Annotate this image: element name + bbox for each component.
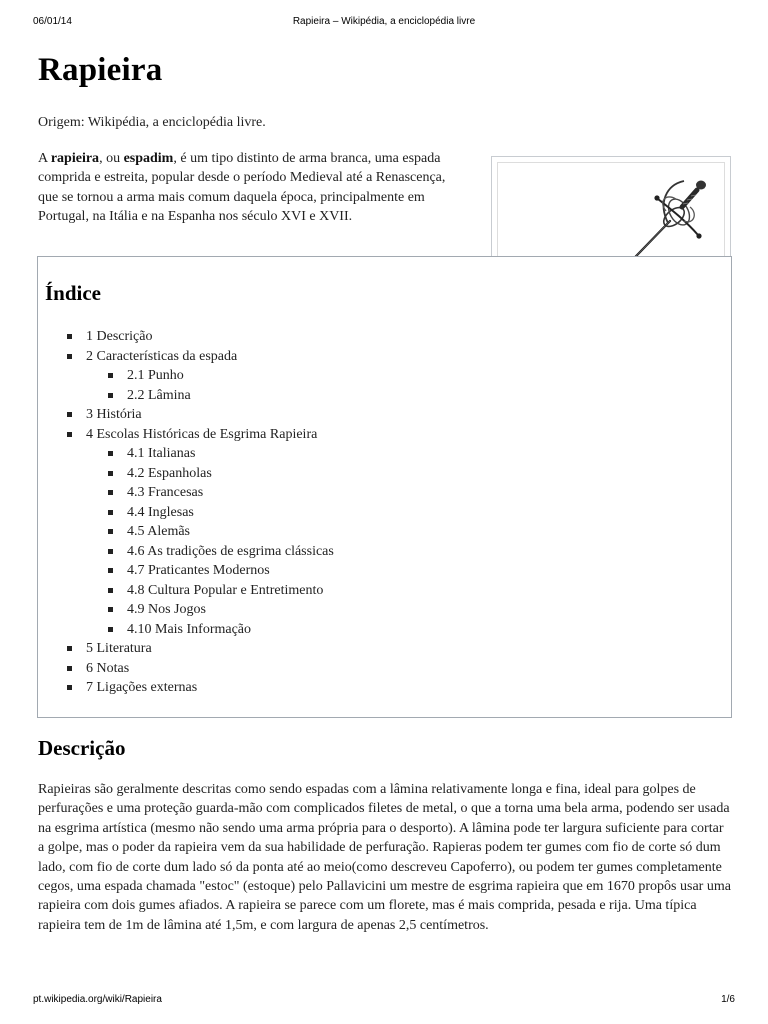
toc-item[interactable]: 4.9 Nos Jogos <box>38 600 334 620</box>
toc-title: Índice <box>45 281 102 305</box>
toc-list <box>38 327 334 698</box>
toc-item[interactable]: 4.1 Italianas <box>38 444 334 464</box>
table-of-contents <box>37 256 732 718</box>
print-header <box>0 16 768 30</box>
toc-item[interactable]: 5 Literatura <box>38 639 334 659</box>
toc-item[interactable]: 4.4 Inglesas <box>38 503 334 523</box>
origin-note: Origem: Wikipédia, a enciclopédia livre. <box>38 115 266 130</box>
toc-item[interactable]: 1 Descrição <box>38 327 334 347</box>
toc-item[interactable]: 4.6 As tradições de esgrima clássicas <box>38 542 334 562</box>
section-paragraph: Rapieiras são geralmente descritas como sendo espadas com a lâmina relativamente longa e fina, ideal para golpes de perfurações e uma proteção guarda-mão com complicados filetes de metal, o que a torna uma bela arma, podendo ser usada na esgrima artística (mesmo não sendo uma arma própria para o desporto). A lâmina pode ter largura suficiente para cortar a golpe, mas o poder da rapieira vem da sua habilidade de perfuração. Rapieras podem ter gumes com fio de corte só dum lado, com fio de corte dum lado só da ponta até ao meio(como descreveu Capoferro), ou podem ter gumes completamente cegos, uma espada chamada "estoc" (estoque) pelo Pallavicini um mestre de esgrima rapieira que em 1670 propôs usar uma rapieira com dois gumes afiados. A rapieira se parece com um florete, mas é mais comprida, pesada e rija. Uma típica rapieira tem de 1m de lâmina até 1,5m, e com largura de apenas 2,5 centímetros. <box>38 782 731 933</box>
section-heading-descricao: Descrição <box>38 736 126 760</box>
print-url: pt.wikipedia.org/wiki/Rapieira <box>33 994 162 1005</box>
toc-item[interactable]: 6 Notas <box>38 659 334 679</box>
toc-item[interactable]: 4.2 Espanholas <box>38 464 334 484</box>
intro-paragraph: A rapieira, ou espadim, é um tipo distinto de arma branca, uma espada comprida e estreita, popular desde o período Medieval até a Renascença, que se tornou a arma mais comum daquela época, principalmente em Portugal, na Itália e na Espanha nos século XVI e XVII. <box>38 151 446 224</box>
print-page-number: 1/6 <box>721 994 735 1005</box>
toc-item[interactable]: 7 Ligações externas <box>38 678 334 698</box>
toc-item[interactable]: 2 Características da espada <box>38 347 334 367</box>
bold-term-rapieira: rapieira <box>50 151 100 166</box>
toc-item[interactable]: 4 Escolas Históricas de Esgrima Rapieira <box>38 425 334 445</box>
toc-item[interactable]: 4.8 Cultura Popular e Entretimento <box>38 581 334 601</box>
bold-term-espadim: espadim <box>123 151 174 166</box>
print-title: Rapieira – Wikipédia, a enciclopédia livre <box>292 16 476 27</box>
toc-item[interactable]: 2.2 Lâmina <box>38 386 334 406</box>
toc-item[interactable]: 2.1 Punho <box>38 366 334 386</box>
toc-item[interactable]: 4.3 Francesas <box>38 483 334 503</box>
toc-item[interactable]: 4.10 Mais Informação <box>38 620 334 640</box>
toc-item[interactable]: 4.5 Alemãs <box>38 522 334 542</box>
toc-item[interactable]: 3 História <box>38 405 334 425</box>
print-date: 06/01/14 <box>33 16 72 27</box>
toc-item[interactable]: 4.7 Praticantes Modernos <box>38 561 334 581</box>
print-footer <box>0 994 768 1008</box>
page-title: Rapieira <box>38 52 163 88</box>
